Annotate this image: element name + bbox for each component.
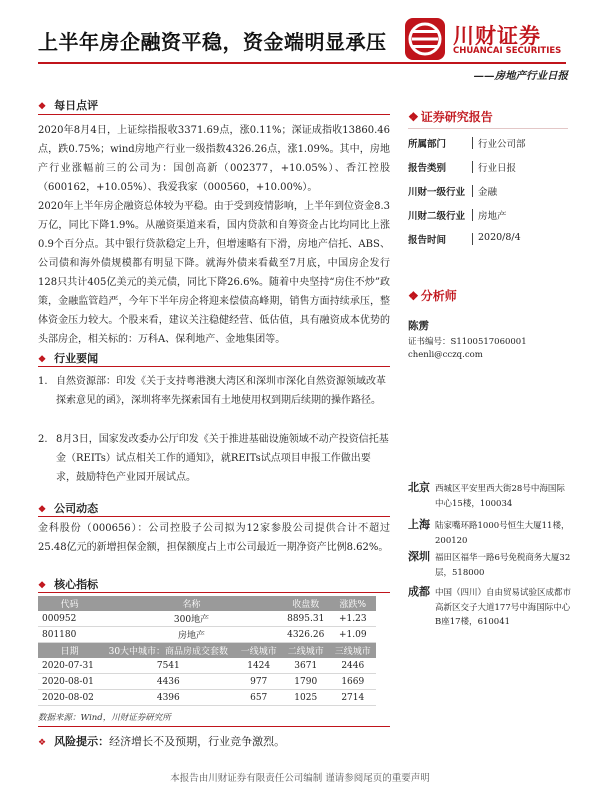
info-separator xyxy=(472,161,473,173)
info-row xyxy=(408,181,568,201)
table-header-cell: 收盘数 xyxy=(282,596,330,611)
info-label: 报告时间 xyxy=(408,235,447,246)
report-subtitle: ——房地产行业日报 xyxy=(473,70,568,82)
table-row xyxy=(38,627,376,643)
info-separator xyxy=(472,209,473,221)
table-row xyxy=(38,611,376,627)
risk-label: 风险提示： xyxy=(54,735,110,748)
diamond-icon: ❖ xyxy=(38,102,47,112)
table-cell: 4326.26 xyxy=(282,627,330,643)
office-city: 北京 xyxy=(408,481,430,494)
section-divider xyxy=(38,114,390,115)
info-value: 2020/8/4 xyxy=(478,232,521,243)
table-cell: 1669 xyxy=(330,674,376,690)
news-item-number: 2. xyxy=(38,434,48,445)
analyst-title-text: 分析师 xyxy=(420,289,457,303)
data-source-note: 数据来源：Wind，川财证券研究所 xyxy=(38,713,171,723)
news-item xyxy=(38,372,390,410)
diamond-icon: ❖ xyxy=(38,581,47,591)
analyst-title xyxy=(408,287,457,304)
section-daily-review xyxy=(38,97,98,113)
info-divider xyxy=(408,128,568,129)
daily-review-para-2: 2020年上半年房企融资总体较为平稳。由于受到疫情影响，上半年到位资金8.3万亿，同比下降1.9%。从融资渠道来看，国内贷款和自筹资金占比均同比上涨0.9个百分点。其中银行贷款稳定上升，但增速略有下滑，房地产信托、ABS、公司债和海外债规模都有明显下降。就海外债来看截至7月底，中国房企发行128只共计405亿美元的美元债，同比下降26.6%。随着中央坚持“房住不炒”政策，金融监管趋严，今年下半年房企将迎来偿债高峰期，销售方面持续承压，整体资金压力较大。个股来看，建议关注稳健经营、低估值，具有融资成本优势的头部房企，相关标的：万科A、保利地产、金地集团等。 xyxy=(38,201,390,345)
office-city: 成都 xyxy=(408,585,430,598)
table-row xyxy=(38,658,376,674)
diamond-icon: ❖ xyxy=(38,505,47,515)
table-cell: 4436 xyxy=(101,674,235,690)
news-item xyxy=(38,430,390,487)
analyst-name: 陈雳 xyxy=(408,320,429,332)
table-cell: 000952 xyxy=(38,611,101,627)
table-cell: 977 xyxy=(236,674,282,690)
table-header-cell: 日期 xyxy=(38,643,101,659)
section-divider xyxy=(38,516,390,517)
table-cell: 300地产 xyxy=(101,611,282,627)
info-label: 川财二级行业 xyxy=(408,211,466,222)
table-header-cell: 二线城市 xyxy=(282,643,330,659)
table-header-row xyxy=(38,596,376,611)
table-cell: 2714 xyxy=(330,690,376,706)
key-indicators-table xyxy=(38,596,376,706)
news-item-number: 1. xyxy=(38,376,48,387)
office-address: 中国（四川）自由贸易试验区成都市高新区交子大道177号中海国际中心B座17楼，610041 xyxy=(435,588,572,627)
table-cell: 4396 xyxy=(101,690,235,706)
analyst-email[interactable]: chenli@cczq.com xyxy=(408,350,483,360)
table-header-cell: 涨跌% xyxy=(330,596,376,611)
diamond-icon: ❖ xyxy=(38,355,47,365)
table-cell: +1.23 xyxy=(330,611,376,627)
table-cell: 8895.31 xyxy=(282,611,330,627)
analyst-cert: 证书编号：S1100517060001 xyxy=(408,337,527,347)
table-cell: 2020-08-02 xyxy=(38,690,101,706)
info-value: 行业公司部 xyxy=(478,139,526,150)
table-cell: 7541 xyxy=(101,658,235,674)
table-row xyxy=(38,690,376,706)
table-header-cell: 一线城市 xyxy=(236,643,282,659)
diamond-icon: ❖ xyxy=(408,289,419,303)
report-title: 上半年房企融资平稳，资金端明显承压 xyxy=(38,30,387,54)
table-header-cell: 名称 xyxy=(101,596,282,611)
table-cell: 1790 xyxy=(282,674,330,690)
info-separator xyxy=(472,185,473,197)
table-row xyxy=(38,674,376,690)
info-separator xyxy=(472,233,473,245)
section-divider xyxy=(38,366,390,367)
table-cell: 3671 xyxy=(282,658,330,674)
report-info-title-text: 证券研究报告 xyxy=(420,110,493,124)
logo-emblem-icon xyxy=(405,18,445,60)
diamond-icon: ❖ xyxy=(408,110,419,124)
table-header-cell: 代码 xyxy=(38,596,101,611)
risk-warning xyxy=(38,733,285,749)
section-heading: 行业要闻 xyxy=(54,352,99,365)
company-news-text: 金科股份（000656）：公司控股子公司拟为12家参股公司提供合计不超过25.48亿元的新增担保金额，担保额度占上市公司最近一期净资产比例8.62%。 xyxy=(38,523,390,553)
table-cell: 2446 xyxy=(330,658,376,674)
info-row xyxy=(408,157,568,177)
report-info-title xyxy=(408,108,493,125)
info-value: 行业日报 xyxy=(478,163,517,174)
office-city: 上海 xyxy=(408,518,430,531)
table-cell: 2020-08-01 xyxy=(38,674,101,690)
section-divider xyxy=(38,592,390,593)
section-key-indicators xyxy=(38,576,98,592)
table-cell: 657 xyxy=(236,690,282,706)
table-header-cell: 30大中城市：商品房成交套数 xyxy=(101,643,235,659)
office-address: 陆家嘴环路1000号恒生大厦11楼，200120 xyxy=(435,521,570,546)
table-cell: +1.09 xyxy=(330,627,376,643)
company-logo xyxy=(405,14,565,66)
office-city: 深圳 xyxy=(408,550,430,563)
logo-name-en: CHUANCAI SECURITIES xyxy=(453,46,562,56)
office-address: 福田区福华一路6号免税商务大厦32层，518000 xyxy=(435,553,571,578)
info-label: 川财一级行业 xyxy=(408,187,466,198)
section-divider xyxy=(38,726,390,727)
table-header-cell: 三线城市 xyxy=(330,643,376,659)
office-address: 西城区平安里西大街28号中海国际中心15楼，100034 xyxy=(435,484,565,509)
info-value: 房地产 xyxy=(478,211,507,222)
info-row xyxy=(408,229,568,249)
section-company-news xyxy=(38,500,98,516)
table-cell: 1424 xyxy=(236,658,282,674)
logo-name-cn: 川财证券 xyxy=(453,24,541,48)
info-row xyxy=(408,133,568,153)
section-heading: 每日点评 xyxy=(54,99,99,112)
news-item-text: 自然资源部：印发《关于支持粤港澳大湾区和深圳市深化自然资源领域改革探索意见的函》，深圳将率先探索国有土地使用权到期后续期的操作路径。 xyxy=(56,376,386,406)
daily-review-para-1: 2020年8月4日，上证综指报收3371.69点，涨0.11%；深证成指收13860.46点，跌0.75%；wind房地产行业一级指数4326.26点，涨1.09%。其中，房地产行业涨幅前三的公司为：国创高新（002377，+10.05%）、香江控股（600162，+10.05%）、我爱我家（000560，+10.00%）。 xyxy=(38,125,390,193)
section-heading: 公司动态 xyxy=(54,502,99,515)
table-cell: 房地产 xyxy=(101,627,282,643)
news-item-text: 8月3日，国家发改委办公厅印发《关于推进基础设施领域不动产投资信托基金（REITs）试点相关工作的通知》，就REITs试点项目申报工作做出要求，鼓励特色产业园开展试点。 xyxy=(56,434,389,483)
header-divider xyxy=(38,62,566,64)
table-cell: 801180 xyxy=(38,627,101,643)
page-footer: 本报告由川财证券有限责任公司编制 谨请参阅尾页的重要声明 xyxy=(170,773,430,784)
table-cell: 2020-07-31 xyxy=(38,658,101,674)
section-heading: 核心指标 xyxy=(54,578,99,591)
diamond-icon: ❖ xyxy=(38,738,47,748)
table-header-row xyxy=(38,643,376,659)
info-label: 报告类别 xyxy=(408,163,447,174)
table-cell: 1025 xyxy=(282,690,330,706)
info-separator xyxy=(472,137,473,149)
info-row xyxy=(408,205,568,225)
section-industry-news xyxy=(38,350,98,366)
risk-text: 经济增长不及预期，行业竞争激烈。 xyxy=(109,735,286,748)
info-value: 金融 xyxy=(478,187,498,198)
info-label: 所属部门 xyxy=(408,139,447,150)
